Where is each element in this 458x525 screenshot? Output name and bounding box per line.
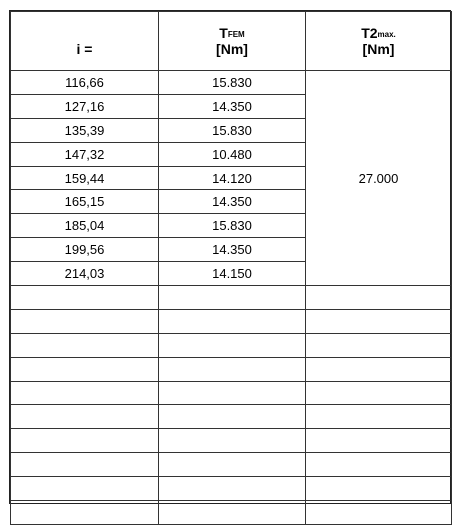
empty-cell (11, 501, 159, 525)
empty-cell (306, 333, 452, 357)
empty-cell (159, 453, 306, 477)
header-ratio-label: i = (76, 41, 93, 57)
cell-ratio: 159,44 (11, 166, 159, 190)
cell-ratio: 147,32 (11, 142, 159, 166)
empty-cell (159, 286, 306, 310)
empty-cell (11, 286, 159, 310)
empty-cell (306, 453, 452, 477)
data-table (10, 11, 452, 525)
empty-cell (306, 501, 452, 525)
header-t2max-symbol: T2 (361, 25, 378, 41)
cell-tfem: 14.120 (159, 166, 306, 190)
cell-ratio: 165,15 (11, 190, 159, 214)
empty-cell (11, 333, 159, 357)
header-row (11, 12, 452, 71)
empty-cell (11, 477, 159, 501)
header-tfem-symbol: T (219, 25, 228, 41)
empty-cell (159, 405, 306, 429)
cell-ratio: 214,03 (11, 262, 159, 286)
header-t2max-sub: max. (377, 30, 396, 39)
empty-cell (11, 357, 159, 381)
empty-cell (159, 381, 306, 405)
empty-cell (159, 501, 306, 525)
empty-row (11, 381, 452, 405)
cell-tfem: 15.830 (159, 71, 306, 95)
empty-row (11, 405, 452, 429)
header-t2max (306, 12, 452, 71)
header-t2max-unit: [Nm] (362, 41, 395, 57)
empty-row (11, 333, 452, 357)
cell-ratio: 199,56 (11, 238, 159, 262)
empty-cell (11, 405, 159, 429)
empty-cell (11, 453, 159, 477)
cell-ratio: 116,66 (11, 71, 159, 95)
empty-cell (306, 477, 452, 501)
empty-cell (306, 357, 452, 381)
table-row (11, 71, 452, 95)
empty-cell (306, 405, 452, 429)
cell-tfem: 10.480 (159, 142, 306, 166)
empty-row (11, 309, 452, 333)
cell-tfem: 14.350 (159, 238, 306, 262)
cell-tfem: 15.830 (159, 214, 306, 238)
table-body (11, 71, 452, 525)
cell-tfem: 14.350 (159, 94, 306, 118)
empty-row (11, 477, 452, 501)
header-tfem-unit: [Nm] (216, 41, 248, 57)
empty-cell (306, 286, 452, 310)
cell-ratio: 135,39 (11, 118, 159, 142)
cell-tfem: 14.350 (159, 190, 306, 214)
data-table-frame (9, 10, 451, 504)
empty-cell (11, 429, 159, 453)
empty-cell (159, 357, 306, 381)
header-tfem (159, 12, 306, 71)
empty-cell (159, 429, 306, 453)
empty-row (11, 501, 452, 525)
cell-ratio: 127,16 (11, 94, 159, 118)
empty-cell (306, 309, 452, 333)
empty-row (11, 453, 452, 477)
empty-cell (11, 381, 159, 405)
cell-tfem: 14.150 (159, 262, 306, 286)
empty-row (11, 429, 452, 453)
empty-cell (159, 309, 306, 333)
header-tfem-sub: FEM (227, 30, 245, 39)
empty-row (11, 286, 452, 310)
empty-cell (159, 477, 306, 501)
empty-cell (159, 333, 306, 357)
header-ratio (11, 12, 159, 71)
empty-row (11, 357, 452, 381)
empty-cell (11, 309, 159, 333)
cell-tfem: 15.830 (159, 118, 306, 142)
empty-cell (306, 381, 452, 405)
empty-cell (306, 429, 452, 453)
cell-t2max: 27.000 (306, 71, 452, 286)
cell-ratio: 185,04 (11, 214, 159, 238)
